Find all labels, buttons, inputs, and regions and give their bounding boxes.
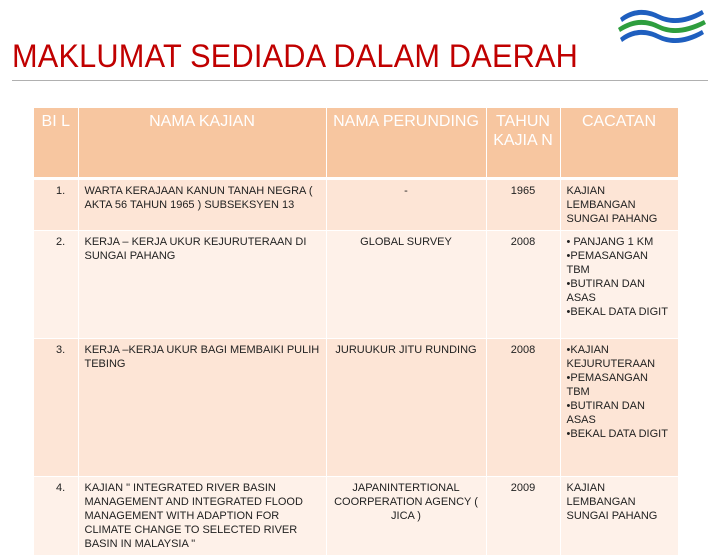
- header-nama-perunding: NAMA PERUNDING: [326, 108, 486, 178]
- catatan-line: •KAJIAN KEJURUTERAAN: [566, 343, 656, 370]
- table-row: [34, 178, 678, 230]
- cell-perunding: JURUUKUR JITU RUNDING: [326, 338, 486, 476]
- cell-tahun: 2009: [486, 476, 560, 555]
- cell-nama-kajian: KAJIAN " INTEGRATED RIVER BASIN MANAGEMENT AND INTEGRATED FLOOD MANAGEMENT WITH ADAPTION FOR CLIMATE CHANGE TO SELECTED RIVER BASIN IN MALAYSIA ": [78, 476, 326, 555]
- cell-bil: 3.: [34, 338, 78, 476]
- cell-perunding: JAPANINTERTIONAL COORPERATION AGENCY ( JICA ): [326, 476, 486, 555]
- catatan-line: •PEMASANGAN TBM: [566, 371, 648, 398]
- catatan-line: •PEMASANGAN TBM: [566, 249, 648, 276]
- cell-tahun: 1965: [486, 178, 560, 230]
- title-divider: [12, 80, 708, 81]
- cell-nama-kajian: WARTA KERAJAAN KANUN TANAH NEGRA ( AKTA 56 TAHUN 1965 ) SUBSEKSYEN 13: [78, 178, 326, 230]
- header-tahun-kajian: TAHUN KAJIA N: [486, 108, 560, 178]
- table-header-row: [34, 108, 678, 178]
- cell-bil: 1.: [34, 178, 78, 230]
- cell-bil: 2.: [34, 230, 78, 338]
- cell-catatan: [560, 178, 678, 230]
- catatan-line: KAJIAN LEMBANGAN SUNGAI PAHANG: [566, 184, 658, 225]
- catatan-line: •BEKAL DATA DIGIT: [566, 427, 668, 440]
- header-bil: BI L: [34, 108, 78, 178]
- table-row: [34, 338, 678, 476]
- catatan-line: •BUTIRAN DAN ASAS: [566, 399, 645, 426]
- catatan-line: •BEKAL DATA DIGIT: [566, 305, 668, 318]
- table-row: [34, 476, 678, 555]
- cell-perunding: -: [326, 178, 486, 230]
- header-nama-kajian: NAMA KAJIAN: [78, 108, 326, 178]
- cell-tahun: 2008: [486, 230, 560, 338]
- cell-perunding: GLOBAL SURVEY: [326, 230, 486, 338]
- catatan-line: KAJIAN LEMBANGAN SUNGAI PAHANG: [566, 481, 658, 522]
- slide-title: MAKLUMAT SEDIADA DALAM DAERAH: [12, 38, 579, 74]
- cell-tahun: 2008: [486, 338, 560, 476]
- water-waves-logo-icon: [612, 0, 712, 50]
- catatan-line: •BUTIRAN DAN ASAS: [566, 277, 645, 304]
- header-catatan: CACATAN: [560, 108, 678, 178]
- cell-bil: 4.: [34, 476, 78, 555]
- cell-nama-kajian: KERJA – KERJA UKUR KEJURUTERAAN DI SUNGAI PAHANG: [78, 230, 326, 338]
- cell-catatan: [560, 230, 678, 338]
- catatan-line: • PANJANG 1 KM: [566, 235, 654, 248]
- cell-catatan: [560, 476, 678, 555]
- cell-catatan: [560, 338, 678, 476]
- kajian-table: [34, 108, 679, 556]
- table-row: [34, 230, 678, 338]
- cell-nama-kajian: KERJA –KERJA UKUR BAGI MEMBAIKI PULIH TEBING: [78, 338, 326, 476]
